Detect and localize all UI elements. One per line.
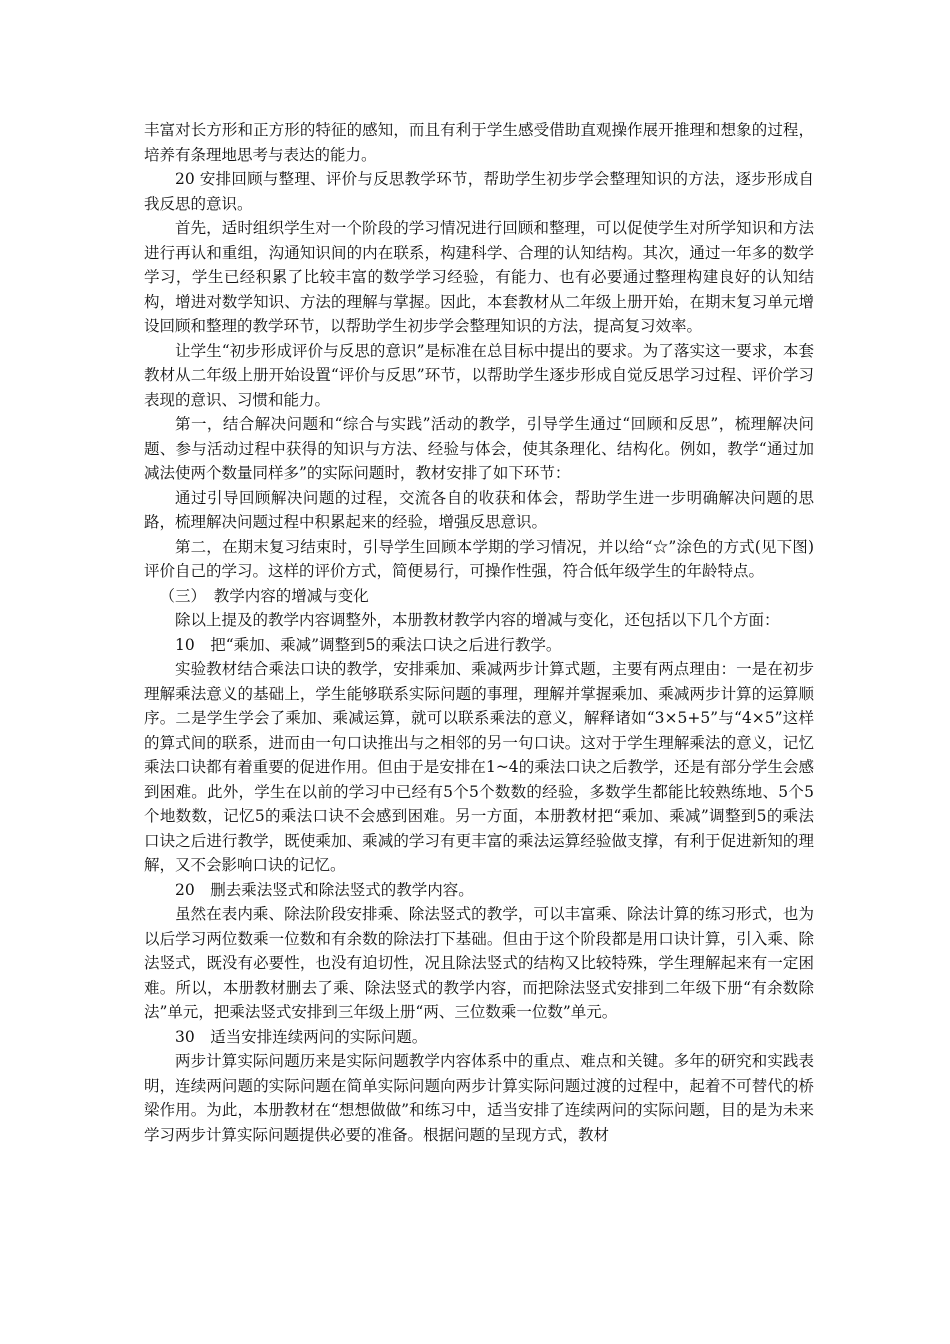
paragraph-vertical-form: 虽然在表内乘、除法阶段安排乘、除法竖式的教学，可以丰富乘、除法计算的练习形式，也为以后学习两位数乘一位数和有余数的除法打下基础。但由于这个阶段都是用口诀计算，引入乘、除法竖式，既没有必要性，也没有迫切性，况且除法竖式的结构又比较特殊，学生理解起来有一定困难。所以，本册教材删去了乘、除法竖式的教学内容，而把除法竖式安排到二年级下册“有余数除法”单元，把乘法竖式安排到三年级上册“两、三位数乘一位数”单元。: [144, 905, 814, 1021]
paragraph-evaluation-goal: 让学生“初步形成评价与反思的意识”是标准在总目标中提出的要求。为了落实这一要求，本套教材从二年级上册开始设置“评价与反思”环节，以帮助学生逐步形成自觉反思学习过程、评价学习表现的意识、习惯和能力。: [144, 341, 814, 409]
paragraph-multiply-add: 实验教材结合乘法口诀的教学，安排乘加、乘减两步计算式题，主要有两点理由：一是在初步理解乘法意义的基础上，学生能够联系实际问题的事理，理解并掌握乘加、乘减两步计算的运算顺序。二是学生学会了乘加、乘减运算，就可以联系乘法的意义，解释诸如“3×5+5”与“4×5”这样的算式间的联系，进而由一句口诀推出与之相邻的另一句口诀。这对于学生理解乘法的意义，记忆乘法口诀都有着重要的促进作用。但由于是安排在1~4的乘法口诀之后教学，还是有部分学生会感到困难。此外，学生在以前的学习中已经有5个5个数数的经验，多数学生都能比较熟练地、5个5个地数数，记忆5的乘法口诀不会感到困难。另一方面，本册教材把“乘加、乘减”调整到5的乘法口诀之后进行教学，既使乘加、乘减的学习有更丰富的乘法运算经验做支撑，有利于促进新知的理解，又不会影响口诀的记忆。: [144, 660, 814, 874]
paragraph-point-20-review: 20 安排回顾与整理、评价与反思教学环节，帮助学生初步学会整理知识的方法，逐步形成自我反思的意识。: [144, 170, 814, 213]
paragraph-point-20: 20 删去乘法竖式和除法竖式的教学内容。: [175, 880, 474, 899]
paragraph-first-reflection: 第一，结合解决问题和“综合与实践”活动的教学，引导学生通过“回顾和反思”，梳理解决问题、参与活动过程中获得的知识与方法、经验与体会，使其条理化、结构化。例如，教学“通过加减法使两个数量同样多”的实际问题时，教材安排了如下环节：: [144, 415, 814, 482]
paragraph-first-review: 首先，适时组织学生对一个阶段的学习情况进行回顾和整理，可以促使学生对所学知识和方法进行再认和重组，沟通知识间的内在联系，构建科学、合理的认知结构。其次，通过一年多的数学学习，学生已经积累了比较丰富的数学学习经验，有能力、也有必要通过整理构建良好的认知结构，增进对数学知识、方法的理解与掌握。因此，本套教材从二年级上册开始，在期末复习单元增设回顾和整理的教学环节，以帮助学生初步学会整理知识的方法，提高复习效率。: [144, 219, 814, 335]
paragraph-second-evaluation: 第二，在期末复习结束时，引导学生回顾本学期的学习情况，并以给“☆”涂色的方式(见下图)评价自己的学习。这样的评价方式，简便易行，可操作性强，符合低年级学生的年龄特点。: [144, 537, 814, 580]
paragraph-changes-intro: 除以上提及的教学内容调整外，本册教材教学内容的增减与变化，还包括以下几个方面：: [175, 611, 780, 629]
paragraph-reflection-summary: 通过引导回顾解决问题的过程，交流各自的收获和体会，帮助学生进一步明确解决问题的思路，梳理解决问题过程中积累起来的经验，增强反思意识。: [144, 488, 814, 531]
body-text: [144, 118, 814, 1147]
paragraph-point-10: 10 把“乘加、乘减”调整到5的乘法口诀之后进行教学。: [175, 635, 562, 654]
section-heading: （三） 教学内容的增减与变化: [159, 586, 369, 605]
paragraph-continuation: 丰富对长方形和正方形的特征的感知，而且有利于学生感受借助直观操作展开推理和想象的过程，培养有条理地思考与表达的能力。: [144, 121, 814, 164]
paragraph-point-30: 30 适当安排连续两问的实际问题。: [175, 1027, 428, 1046]
paragraph-two-step-problems: 两步计算实际问题历来是实际问题教学内容体系中的重点、难点和关键。多年的研究和实践表明，连续两问题的实际问题在简单实际问题向两步计算实际问题过渡的过程中，起着不可替代的桥梁作用。为此，本册教材在“想想做做”和练习中，适当安排了连续两问的实际问题，目的是为未来学习两步计算实际问题提供必要的准备。根据问题的呈现方式，教材: [144, 1052, 814, 1144]
